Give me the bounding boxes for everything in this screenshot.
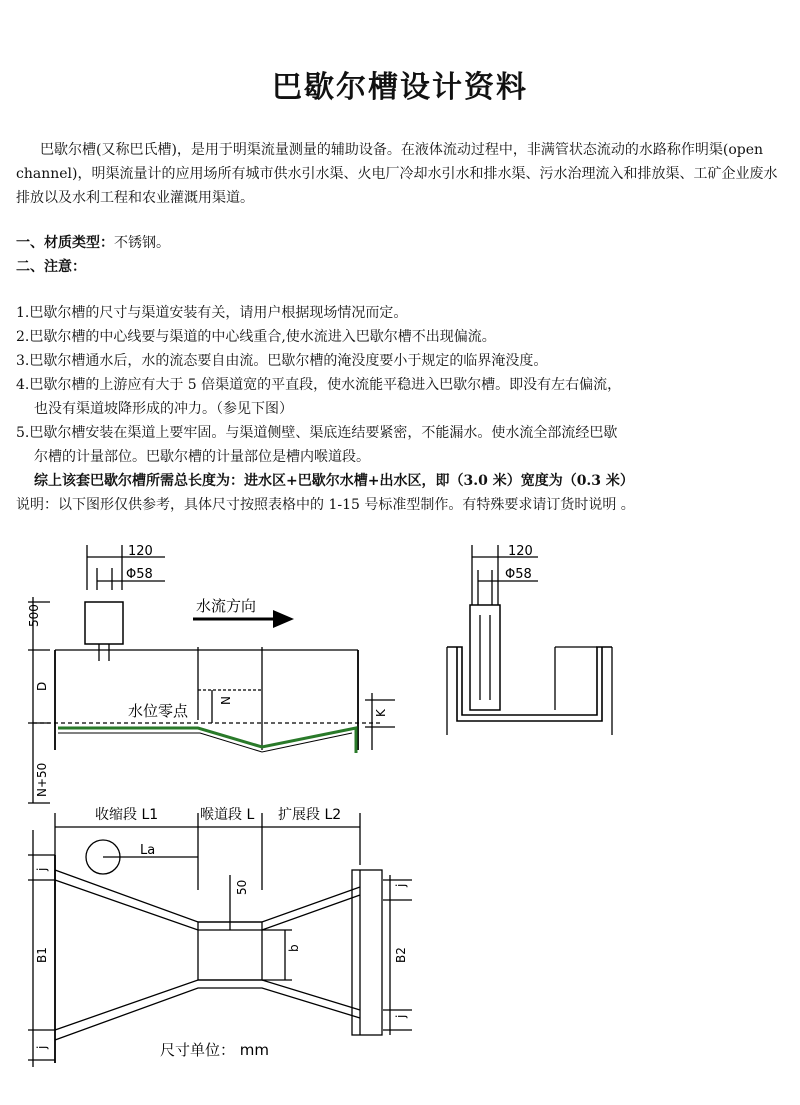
flow-direction-label: 水流方向 xyxy=(196,597,257,615)
dim-N-label: N xyxy=(219,696,233,705)
dim-j-label-right-top: j xyxy=(394,883,408,887)
section-L1-label: 收缩段 L1 xyxy=(95,807,159,823)
note-item: 2.巴歇尔槽的中心线要与渠道的中心线重合,使水流进入巴歇尔槽不出现偏流。 xyxy=(16,329,496,345)
note-item: 3.巴歇尔槽通水后，水的流态要自由流。巴歇尔槽的淹没度要小于规定的临界淹没度。 xyxy=(16,353,548,369)
summary-line: 综上该套巴歇尔槽所需总长度为：进水区+巴歇尔水槽+出水区，即（3.0 米）宽度为（0.3 米） xyxy=(34,473,634,489)
dim-phi58-label: Φ58 xyxy=(126,567,153,582)
dim-j-label-top: j xyxy=(35,867,49,871)
dim-b-label: b xyxy=(287,944,301,952)
zero-level-label: 水位零点 xyxy=(128,702,189,720)
intro-paragraph: 巴歇尔槽(又称巴氏槽)，是用于明渠流量测量的辅助设备。在液体流动过程中，非满管状态流动的水路称作明渠(open channel)，明渠流量计的应用场所有城市供水引水渠、火电厂冷却水引水和排水渠、污水治理流入和排放渠、工矿企业废水排放以及水利工程和农业灌溉用渠道。 xyxy=(16,142,778,206)
material-line xyxy=(16,233,786,253)
section-L-label: 喉道段 L xyxy=(200,807,255,823)
notes-heading: 二、注意： xyxy=(16,259,86,275)
dim-500-label: 500 xyxy=(27,604,41,627)
note-item: 5.巴歇尔槽安装在渠道上要牢固。与渠道侧壁、渠底连结要紧密，不能漏水。使水流全部流经巴歇 xyxy=(16,425,618,441)
note-item: 4.巴歇尔槽的上游应有大于 5 倍渠道宽的平直段，使水流能平稳进入巴歇尔槽。即没有左右偏流， xyxy=(16,377,622,393)
dim-B2-label: B2 xyxy=(394,947,408,963)
note-item: 也没有渠道坡降形成的冲力。（参见下图） xyxy=(34,401,293,417)
note-item: 1.巴歇尔槽的尺寸与渠道安装有关，请用户根据现场情况而定。 xyxy=(16,305,408,321)
dim-N50-label: N+50 xyxy=(35,762,49,797)
dim-j-label-right-bottom: j xyxy=(394,1014,408,1018)
dim-j-label-bottom: j xyxy=(35,1045,49,1049)
material-value: 不锈钢。 xyxy=(114,235,170,251)
dim-K-label: K xyxy=(374,709,388,717)
section-dim-phi58-label: Φ58 xyxy=(505,567,532,582)
dim-B1-label: B1 xyxy=(35,947,49,963)
section-L2-label: 扩展段 L2 xyxy=(278,807,342,823)
page-title: 巴歇尔槽设计资料 xyxy=(272,70,528,105)
unit-label: 尺寸单位： mm xyxy=(160,1041,269,1059)
material-label: 一、材质类型： xyxy=(16,235,114,251)
remark-line: 说明：以下图形仅供参考，具体尺寸按照表格中的 1-15 号标准型制作。有特殊要求请订货时说明 。 xyxy=(16,497,635,513)
plan-view xyxy=(28,813,412,1067)
dim-La-label: La xyxy=(140,843,156,858)
side-elevation-view xyxy=(28,545,395,803)
dim-D-label: D xyxy=(35,681,49,691)
dim-120-label: 120 xyxy=(128,544,153,559)
section-dim-120-label: 120 xyxy=(508,544,533,559)
dim-50-label: 50 xyxy=(235,879,249,895)
parshall-flume-drawing xyxy=(0,535,800,1095)
note-item: 尔槽的计量部位。巴歇尔槽的计量部位是槽内喉道段。 xyxy=(34,449,370,465)
